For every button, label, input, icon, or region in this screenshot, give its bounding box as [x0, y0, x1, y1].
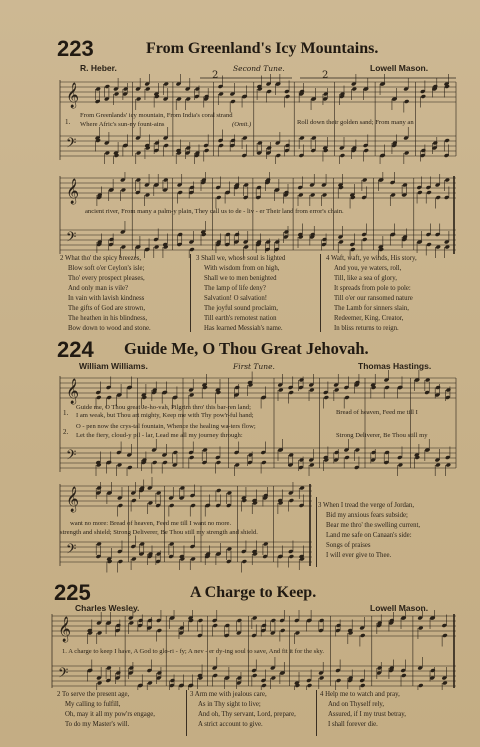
note-head — [299, 458, 305, 463]
note-head — [190, 503, 196, 508]
note-head — [180, 486, 186, 491]
note-head — [261, 395, 267, 400]
note-head — [420, 148, 426, 153]
note-head — [360, 683, 366, 688]
note-head — [340, 153, 346, 158]
note-head — [204, 148, 210, 153]
note-head — [131, 498, 137, 503]
stanza-number: 2 — [60, 255, 64, 262]
note-head — [147, 681, 153, 686]
note-head — [445, 388, 451, 393]
hymn-author: Charles Wesley. — [75, 603, 140, 613]
lyric-line: Let the fiery, cloud-y pil - lar, Lead me all my journey through: — [76, 432, 243, 439]
note-head — [202, 448, 208, 453]
note-head — [145, 87, 151, 92]
note-head — [106, 621, 112, 626]
note-head — [237, 676, 243, 681]
note-head — [156, 552, 162, 557]
note-head — [402, 183, 408, 188]
note-head — [274, 188, 280, 193]
note-head — [185, 97, 191, 102]
note-head — [371, 450, 377, 455]
repeat-mark: 2 — [322, 70, 329, 81]
stanza: 2 To serve the present age, My calling to fulfill, Oh, may it all my pow'rs engage, To do my Master's will. — [57, 691, 155, 728]
note-head — [344, 395, 350, 400]
note-head — [234, 463, 240, 468]
note-head — [426, 190, 432, 195]
hymn-composer: Thomas Hastings. — [358, 361, 432, 371]
note-head — [123, 87, 129, 92]
note-head — [117, 393, 123, 398]
note-head — [156, 491, 162, 496]
note-head — [252, 673, 258, 678]
note-head — [139, 542, 145, 547]
note-head — [392, 97, 398, 102]
note-head — [334, 388, 340, 393]
note-head — [278, 554, 284, 559]
note-head — [179, 626, 185, 631]
note-head — [218, 143, 224, 148]
hymn-title: From Greenland's Icy Mountains. — [146, 40, 379, 57]
note-head — [322, 237, 328, 242]
note-head — [311, 97, 317, 102]
note-head — [87, 668, 93, 673]
note-head — [230, 99, 236, 104]
note-head — [275, 153, 281, 158]
note-head — [377, 666, 383, 671]
column-divider — [190, 254, 191, 332]
hymn-composer: Lowell Mason. — [370, 63, 429, 73]
note-head — [128, 621, 134, 626]
note-head — [417, 190, 423, 195]
note-head — [390, 232, 396, 237]
note-head — [384, 450, 390, 455]
note-head — [230, 138, 236, 143]
note-head — [189, 455, 195, 460]
note-head — [288, 390, 294, 395]
note-head — [163, 178, 169, 183]
note-head — [420, 94, 426, 99]
note-head — [401, 616, 407, 621]
note-head — [390, 193, 396, 198]
note-head — [118, 503, 124, 508]
bass-clef-icon: 𝄢 — [66, 229, 77, 248]
stanza: 4 Help me to watch and pray, And on Thyself rely, Assured, if I my trust betray, I shall forever die. — [320, 691, 406, 728]
note-head — [96, 486, 102, 491]
column-divider — [320, 254, 321, 332]
stanza: 4 Waft, waft, ye winds, His story, And you, ye waters, roll, Till, like a sea of glory, It spreads from pole to pole: Till o'er our ransomed nature The Lamb for sinners slain, Redeemer, King, Creator, In bliss returns to reign. — [326, 255, 417, 332]
note-head — [285, 143, 291, 148]
note-head — [128, 666, 134, 671]
note-head — [307, 618, 313, 623]
verse-number: 2. — [63, 428, 69, 436]
note-head — [380, 153, 386, 158]
note-head — [172, 395, 178, 400]
stanza-number: 2 — [57, 691, 61, 698]
note-head — [225, 190, 231, 195]
stanza-number: 4 — [320, 691, 324, 698]
note-head — [163, 143, 169, 148]
stanza: 2 What tho' the spicy breezes, Blow soft o'er Ceylon's isle; Tho' every prospect pleases, And only man is vile? In vain with lavish kindness The gifts of God are strown, The heathen in his blindness, Bow down to wood and stone. — [60, 255, 151, 332]
verse-number: 1. — [63, 409, 69, 417]
note-head — [127, 465, 133, 470]
note-head — [242, 94, 248, 99]
note-head — [176, 97, 182, 102]
note-head — [442, 681, 448, 686]
lyric-line: O - pen now the crys-tal fountain, Whence the healing wa-ters flow; — [76, 423, 256, 430]
lyric-line: Where Afric's sun-ny fount-ains — [80, 121, 165, 128]
note-head — [189, 393, 195, 398]
note-head — [265, 240, 271, 245]
note-head — [263, 542, 269, 547]
note-head — [172, 450, 178, 455]
note-head — [227, 491, 233, 496]
note-head — [106, 666, 112, 671]
note-head — [274, 240, 280, 245]
note-head — [338, 240, 344, 245]
note-head — [106, 395, 112, 400]
note-head — [224, 676, 230, 681]
note-head — [275, 82, 281, 87]
note-head — [227, 547, 233, 552]
note-head — [426, 242, 432, 247]
note-head — [299, 378, 305, 383]
note-head — [185, 146, 191, 151]
note-head — [157, 671, 163, 676]
note-head — [435, 463, 441, 468]
note-head — [404, 151, 410, 156]
note-head — [271, 618, 277, 623]
note-head — [319, 618, 325, 623]
note-head — [354, 448, 360, 453]
note-head — [442, 633, 448, 638]
note-head — [266, 146, 272, 151]
lyric-line: Bread of heaven, Feed me till I — [336, 409, 418, 416]
note-head — [216, 460, 222, 465]
note-head — [212, 673, 218, 678]
note-head — [163, 82, 169, 87]
tune-label: Second Tune. — [233, 64, 285, 73]
note-head — [289, 554, 295, 559]
note-head — [243, 183, 249, 188]
note-head — [127, 385, 133, 390]
note-head — [145, 247, 151, 252]
note-head — [216, 488, 222, 493]
note-head — [257, 141, 263, 146]
stanza: 3 Shall we, whose soul is lighted With wisdom from on high, Shall we to men benighted The lamp of life deny? Salvation! O salvation! The joyful sound proclaim, Till earth's remotest nation Has learned Messiah's name. — [196, 255, 286, 332]
note-head — [234, 232, 240, 237]
note-head — [363, 148, 369, 153]
note-head — [212, 623, 218, 628]
note-head — [444, 138, 450, 143]
note-head — [261, 623, 267, 628]
lyric-line: strength and shield; Strong Deliverer, Be Thou still my strength and shield. — [60, 529, 258, 536]
stanza: 3 When I tread the verge of Jordan, Bid my anxious fears subside; Bear me thro' the swelling current, Land me safe on Canaan's side: Songs of praises I will ever give to Thee. — [318, 502, 421, 559]
note-head — [205, 503, 211, 508]
note-head — [177, 232, 183, 237]
note-head — [148, 501, 154, 506]
note-head — [298, 193, 304, 198]
note-head — [138, 618, 144, 623]
note-head — [380, 82, 386, 87]
note-head — [97, 631, 103, 636]
note-head — [104, 151, 110, 156]
note-head — [280, 671, 286, 676]
note-head — [362, 237, 368, 242]
note-head — [363, 87, 369, 92]
note-head — [218, 92, 224, 97]
note-head — [266, 89, 272, 94]
note-head — [310, 193, 316, 198]
note-head — [271, 676, 277, 681]
note-head — [237, 618, 243, 623]
note-head — [430, 668, 436, 673]
lyric-line: From Greenlands' icy mountain, From India's coral strand — [80, 112, 233, 119]
lyric-line: Roll down their golden sand; From many an — [297, 119, 414, 126]
note-head — [261, 460, 267, 465]
note-head — [242, 136, 248, 141]
note-head — [418, 683, 424, 688]
note-head — [109, 188, 115, 193]
note-head — [334, 450, 340, 455]
note-head — [114, 92, 120, 97]
note-head — [118, 559, 124, 564]
note-head — [309, 463, 315, 468]
stanza-number: 3 — [318, 502, 322, 509]
note-head — [154, 183, 160, 188]
note-head — [444, 178, 450, 183]
note-head — [248, 453, 254, 458]
note-head — [360, 633, 366, 638]
note-head — [378, 178, 384, 183]
note-head — [107, 491, 113, 496]
note-head — [295, 631, 301, 636]
note-head — [96, 542, 102, 547]
hymn-number: 223 — [57, 36, 94, 61]
note-head — [170, 678, 176, 683]
note-head — [121, 188, 127, 193]
lyric-line: want no more: Bread of heaven, Feed me till I want no more. — [70, 520, 232, 527]
note-head — [432, 141, 438, 146]
note-head — [216, 195, 222, 200]
treble-clef-icon: 𝄞 — [66, 179, 80, 204]
note-head — [136, 97, 142, 102]
note-head — [256, 185, 262, 190]
note-head — [97, 681, 103, 686]
note-head — [322, 193, 328, 198]
note-head — [95, 87, 101, 92]
note-head — [121, 245, 127, 250]
note-head — [288, 453, 294, 458]
note-head — [147, 618, 153, 623]
note-head — [195, 87, 201, 92]
note-head — [323, 92, 329, 97]
bass-clef-icon: 𝄢 — [66, 447, 77, 466]
hymn-number: 224 — [57, 337, 94, 362]
note-head — [243, 245, 249, 250]
note-head — [198, 618, 204, 623]
note-head — [425, 448, 431, 453]
note-head — [162, 460, 168, 465]
note-head — [430, 616, 436, 621]
note-head — [289, 498, 295, 503]
note-head — [136, 151, 142, 156]
lyric-line: ancient river, From many a palm-y plain, They call us to de - liv - er Their land from error's chain. — [85, 208, 344, 215]
note-head — [189, 185, 195, 190]
note-head — [311, 136, 317, 141]
note-head — [157, 628, 163, 633]
column-divider — [316, 497, 317, 567]
note-head — [109, 237, 115, 242]
note-head — [398, 385, 404, 390]
note-head — [435, 245, 441, 250]
hymn-title: Guide Me, O Thou Great Jehovah. — [124, 339, 369, 358]
note-head — [135, 178, 141, 183]
bass-clef-icon: 𝄢 — [66, 541, 77, 560]
note-head — [138, 683, 144, 688]
note-head — [309, 388, 315, 393]
note-head — [414, 378, 420, 383]
note-head — [135, 245, 141, 250]
column-divider — [186, 690, 187, 736]
note-head — [252, 616, 258, 621]
note-head — [234, 385, 240, 390]
note-head — [425, 378, 431, 383]
note-head — [417, 240, 423, 245]
note-head — [131, 557, 137, 562]
treble-clef-icon: 𝄞 — [66, 379, 80, 404]
note-head — [398, 463, 404, 468]
note-head — [350, 247, 356, 252]
note-head — [278, 388, 284, 393]
note-head — [96, 395, 102, 400]
note-head — [444, 245, 450, 250]
treble-clef-icon: 𝄞 — [66, 83, 80, 108]
note-head — [225, 232, 231, 237]
stanza-number: 3 — [196, 255, 200, 262]
note-head — [435, 195, 441, 200]
note-head — [319, 676, 325, 681]
note-head — [280, 628, 286, 633]
note-head — [404, 99, 410, 104]
column-divider — [316, 690, 317, 736]
hymn-composer: Lowell Mason. — [370, 603, 429, 613]
note-head — [418, 626, 424, 631]
note-head — [299, 136, 305, 141]
note-head — [284, 230, 290, 235]
note-head — [336, 623, 342, 628]
hymn-number: 225 — [54, 580, 91, 605]
note-head — [336, 678, 342, 683]
note-head — [104, 84, 110, 89]
hymn-author: William Williams. — [79, 361, 148, 371]
note-head — [261, 683, 267, 688]
note-head — [162, 390, 168, 395]
note-head — [169, 542, 175, 547]
note-head — [189, 247, 195, 252]
note-head — [445, 463, 451, 468]
note-head — [285, 94, 291, 99]
note-head — [152, 460, 158, 465]
hymn-title: A Charge to Keep. — [190, 584, 317, 601]
note-head — [435, 385, 441, 390]
note-head — [115, 623, 121, 628]
tune-label: First Tune. — [233, 362, 275, 371]
lyric-line: Guide me, O Thou great Je-ho-vah, Pilgrim thro' this bar-ren land; — [76, 404, 251, 411]
hymn-author: R. Heber. — [80, 63, 117, 73]
note-head — [190, 557, 196, 562]
note-head — [106, 460, 112, 465]
note-head — [384, 385, 390, 390]
bass-clef-icon: 𝄢 — [58, 665, 69, 684]
note-head — [123, 143, 129, 148]
verse-number: 1. — [65, 118, 71, 126]
treble-clef-icon: 𝄞 — [66, 487, 80, 512]
lyric-line: I am weak, but Thou art mighty, Keep me with Thy pow'r-ful hand; — [76, 412, 254, 419]
note-head — [170, 616, 176, 621]
note-head — [216, 552, 222, 557]
note-head — [278, 448, 284, 453]
repeat-mark: 2 — [212, 70, 219, 81]
stanza: 3 Arm me with jealous care, As in Thy sight to live; And oh, Thy servant, Lord, prepare, A strict account to give. — [190, 691, 296, 728]
stanza-number: 4 — [326, 255, 330, 262]
note-head — [344, 455, 350, 460]
lyric-omit: (Omit.) — [232, 121, 252, 128]
stanza-number: 3 — [190, 691, 194, 698]
note-head — [169, 503, 175, 508]
note-head — [154, 141, 160, 146]
note-head — [154, 245, 160, 250]
note-head — [224, 623, 230, 628]
note-head — [188, 683, 194, 688]
note-head — [299, 486, 305, 491]
lyric-line: 1. A charge to keep I have, A God to glo-ri - fy; A nev - er dy-ing soul to save, And fit it for the sky. — [62, 648, 325, 655]
note-head — [115, 671, 121, 676]
note-head — [145, 193, 151, 198]
bass-clef-icon: 𝄢 — [66, 135, 77, 154]
note-head — [242, 559, 248, 564]
note-head — [179, 683, 185, 688]
treble-clef-icon: 𝄞 — [58, 617, 72, 642]
note-head — [177, 190, 183, 195]
lyric-line: Strong Deliverer, Be Thou still my — [336, 432, 428, 439]
note-head — [401, 673, 407, 678]
note-head — [307, 683, 313, 688]
note-head — [117, 463, 123, 468]
note-head — [351, 87, 357, 92]
note-head — [323, 395, 329, 400]
note-head — [362, 178, 368, 183]
